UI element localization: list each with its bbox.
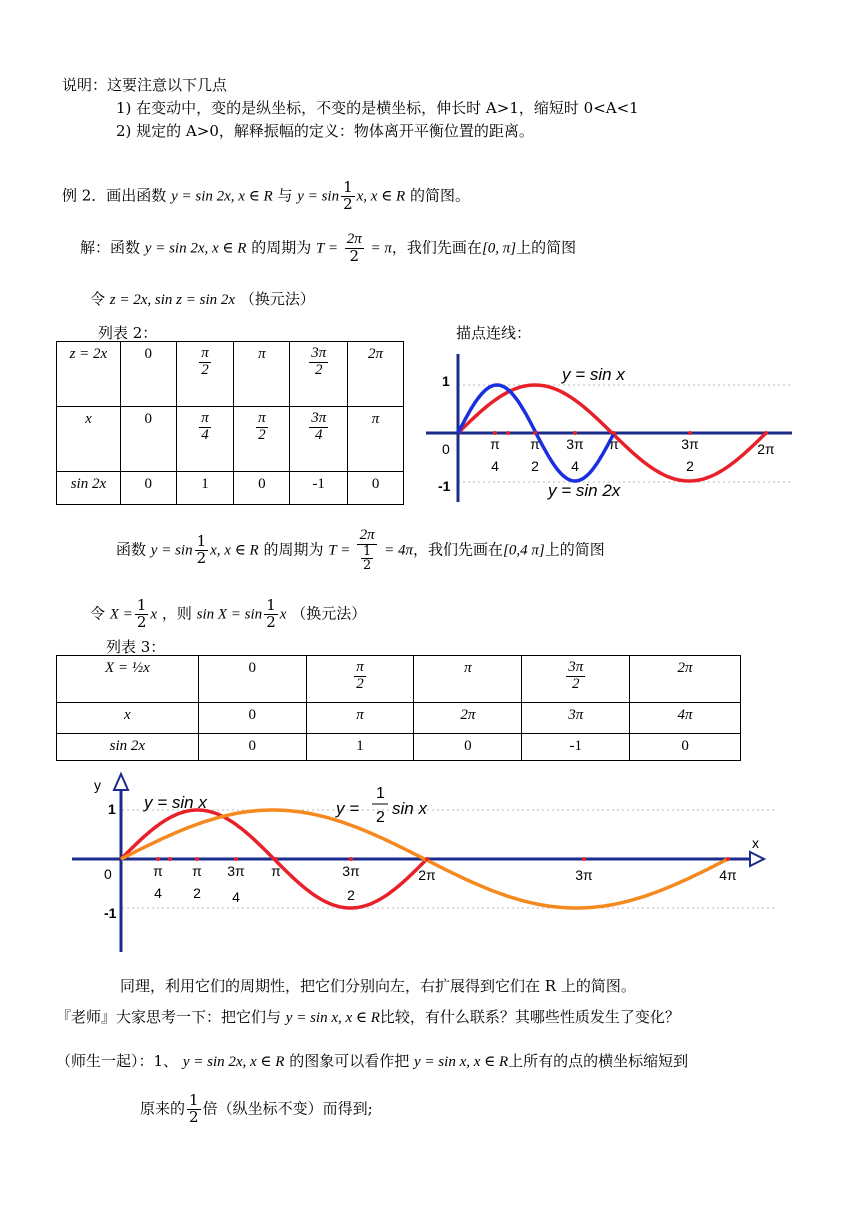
table-cell: $\frac{3\pi}{2}$ bbox=[522, 656, 630, 703]
table-cell: x bbox=[57, 703, 199, 734]
label-sin-x: y = sin x bbox=[144, 793, 207, 812]
tick-pi-over-2-num: π bbox=[530, 436, 540, 452]
tick-3pi-over-2-den: 2 bbox=[347, 887, 355, 903]
tick-pi: π bbox=[271, 863, 281, 879]
table-cell: π bbox=[306, 703, 414, 734]
tick-3pi-over-4-den: 4 bbox=[232, 889, 240, 905]
table-cell: 2π bbox=[348, 342, 404, 407]
tick-pi-over-2-den: 2 bbox=[531, 458, 539, 474]
tick-dot bbox=[688, 431, 692, 435]
table-row bbox=[57, 656, 741, 703]
tick-3pi-over-4-num: 3π bbox=[227, 863, 245, 879]
table-cell: 2π bbox=[630, 656, 741, 703]
tick-dot bbox=[726, 857, 730, 861]
table-row bbox=[57, 703, 741, 734]
substitution-2: 令 X = $\frac{1}{2}$ x ，则 sin X = sin $\frac{1}{2}$ x （换元法） bbox=[90, 596, 367, 631]
tick-pi: π bbox=[609, 436, 619, 452]
tick-dot bbox=[425, 857, 429, 861]
table-cell: $\frac{\pi}{4}$ bbox=[176, 407, 234, 472]
y-tick-neg1: -1 bbox=[104, 905, 117, 921]
tick-dot bbox=[764, 431, 768, 435]
tick-3pi-over-4-num: 3π bbox=[566, 436, 584, 452]
together-answer-line2: 原来的 $\frac{1}{2}$ 倍（纵坐标不变）而得到; bbox=[140, 1091, 373, 1126]
period-fraction-2: $\frac{2\pi}{\frac{1}{2}}$ bbox=[357, 528, 377, 573]
tick-pi-over-4-num: π bbox=[153, 863, 163, 879]
fraction-half: $\frac{1}{2}$ bbox=[343, 178, 353, 213]
table-cell: 0 bbox=[630, 734, 741, 761]
teacher-question: 『老师』大家思考一下：把它们与 y = sin x, x ∈ R比较，有什么联系？其哪些性质发生了变化？ bbox=[56, 1008, 680, 1026]
table-3 bbox=[56, 655, 741, 761]
plot-sin-2x bbox=[422, 352, 794, 504]
tick-3pi: 3π bbox=[575, 867, 593, 883]
table-cell: π bbox=[414, 656, 522, 703]
table-cell: 3π bbox=[522, 703, 630, 734]
note-point-2: 2) 规定的 A>0，解释振幅的定义：物体离开平衡位置的距离。 bbox=[116, 122, 534, 140]
table-cell: x bbox=[57, 407, 121, 472]
tick-dot bbox=[506, 431, 510, 435]
tick-dot bbox=[493, 431, 497, 435]
table-row bbox=[57, 734, 741, 761]
table-cell: $\frac{\pi}{2}$ bbox=[176, 342, 234, 407]
substitution-1: 令 z = 2x, sin z = sin 2x （换元法） bbox=[90, 290, 315, 308]
table-cell: $\frac{\pi}{2}$ bbox=[306, 656, 414, 703]
label-half-sin-b: sin x bbox=[392, 799, 427, 818]
example-2-heading: 例 2．画出函数 y = sin 2x, x ∈ R 与 y = sin $\frac{1}{2}$ x, x ∈ R 的简图。 bbox=[62, 178, 471, 213]
table-cell: sin 2x bbox=[57, 734, 199, 761]
table-cell: -1 bbox=[522, 734, 630, 761]
svg-text:1: 1 bbox=[376, 785, 385, 802]
table-cell: $\frac{\pi}{2}$ bbox=[234, 407, 290, 472]
tick-pi-over-2-num: π bbox=[192, 863, 202, 879]
tick-dot bbox=[168, 857, 172, 861]
plot-half-sin bbox=[66, 770, 786, 960]
table-row bbox=[57, 342, 404, 407]
note-point-1: 1) 在变动中，变的是纵坐标，不变的是横坐标，伸长时 A>1，缩短时 0<A<1 bbox=[116, 99, 639, 117]
table-cell: π bbox=[348, 407, 404, 472]
paragraph-periodicity: 同理，利用它们的周期性，把它们分别向左，右扩展得到它们在 R 上的简图。 bbox=[120, 977, 636, 995]
table-cell: 0 bbox=[414, 734, 522, 761]
table-cell: 0 bbox=[198, 656, 306, 703]
tick-pi-over-4-den: 4 bbox=[491, 458, 499, 474]
table-cell: π bbox=[234, 342, 290, 407]
tick-dot bbox=[234, 857, 238, 861]
formula-sin2x: y = sin 2x, x ∈ R bbox=[171, 188, 273, 205]
plot1-caption: 描点连线： bbox=[456, 324, 532, 342]
tick-2pi: 2π bbox=[757, 441, 775, 457]
tick-4pi: 4π bbox=[719, 867, 737, 883]
label-sin-x: y = sin x bbox=[562, 365, 625, 384]
svg-text:2: 2 bbox=[376, 809, 385, 826]
origin-label: 0 bbox=[442, 441, 450, 457]
table-cell: 0 bbox=[234, 472, 290, 505]
tick-2pi: 2π bbox=[418, 867, 436, 883]
table-cell: 0 bbox=[120, 342, 176, 407]
y-tick-neg1: -1 bbox=[438, 478, 451, 494]
table-cell: 0 bbox=[120, 407, 176, 472]
note-title: 说明：这要注意以下几点 bbox=[62, 76, 228, 94]
tick-dot bbox=[612, 431, 616, 435]
table-cell: sin 2x bbox=[57, 472, 121, 505]
tick-3pi-over-4-den: 4 bbox=[571, 458, 579, 474]
table-cell: $\frac{3\pi}{4}$ bbox=[290, 407, 348, 472]
y-tick-1: 1 bbox=[442, 373, 450, 389]
table-cell: 0 bbox=[120, 472, 176, 505]
table-cell: X = ½x bbox=[57, 656, 199, 703]
table3-caption: 列表 3： bbox=[106, 638, 166, 656]
tick-dot bbox=[156, 857, 160, 861]
y-tick-1: 1 bbox=[108, 801, 116, 817]
table-row bbox=[57, 472, 404, 505]
tick-dot bbox=[349, 857, 353, 861]
table-cell: -1 bbox=[290, 472, 348, 505]
table-cell: 1 bbox=[306, 734, 414, 761]
y-axis-arrow-icon bbox=[114, 774, 128, 790]
together-answer: （师生一起）：1、 y = sin 2x, x ∈ R 的图象可以看作把 y = sin x, x ∈ R上所有的点的横坐标缩短到 bbox=[56, 1052, 689, 1070]
table-cell: 0 bbox=[198, 734, 306, 761]
table-cell: z = 2x bbox=[57, 342, 121, 407]
tick-3pi-over-2-num: 3π bbox=[681, 436, 699, 452]
label-half-sin-a: y = bbox=[336, 799, 360, 818]
table-2 bbox=[56, 341, 404, 505]
tick-3pi-over-2-num: 3π bbox=[342, 863, 360, 879]
period-fraction: $\frac{2\pi}{2}$ bbox=[346, 231, 362, 265]
table-cell: 2π bbox=[414, 703, 522, 734]
origin-label: 0 bbox=[104, 866, 112, 882]
tick-dot bbox=[582, 857, 586, 861]
x-axis-arrow-icon bbox=[750, 852, 764, 866]
x-axis-label: x bbox=[752, 835, 759, 851]
tick-dot bbox=[274, 857, 278, 861]
tick-dot bbox=[573, 431, 577, 435]
tick-pi-over-2-den: 2 bbox=[193, 885, 201, 901]
tick-pi-over-4-den: 4 bbox=[154, 885, 162, 901]
table-cell: 0 bbox=[348, 472, 404, 505]
function-2-line: 函数 y = sin $\frac{1}{2}$ x, x ∈ R 的周期为 T = $\frac{2\pi}{\frac{1}{2}}$ = 4π，我们先画在[0,4 π]上的简图 bbox=[116, 527, 605, 574]
y-axis-label: y bbox=[94, 777, 101, 793]
tick-3pi-over-2-den: 2 bbox=[686, 458, 694, 474]
label-sin-2x: y = sin 2x bbox=[548, 481, 621, 500]
table2-caption: 列表 2： bbox=[98, 324, 158, 342]
tick-dot bbox=[195, 857, 199, 861]
table-cell: 0 bbox=[198, 703, 306, 734]
solution-line: 解：函数 y = sin 2x, x ∈ R 的周期为 T = $\frac{2\pi}{2}$ = π，我们先画在[0, π]上的简图 bbox=[80, 231, 577, 265]
tick-dot bbox=[533, 431, 537, 435]
table-cell: 1 bbox=[176, 472, 234, 505]
table-cell: $\frac{3\pi}{2}$ bbox=[290, 342, 348, 407]
table-row bbox=[57, 407, 404, 472]
tick-pi-over-4-num: π bbox=[490, 436, 500, 452]
table-cell: 4π bbox=[630, 703, 741, 734]
